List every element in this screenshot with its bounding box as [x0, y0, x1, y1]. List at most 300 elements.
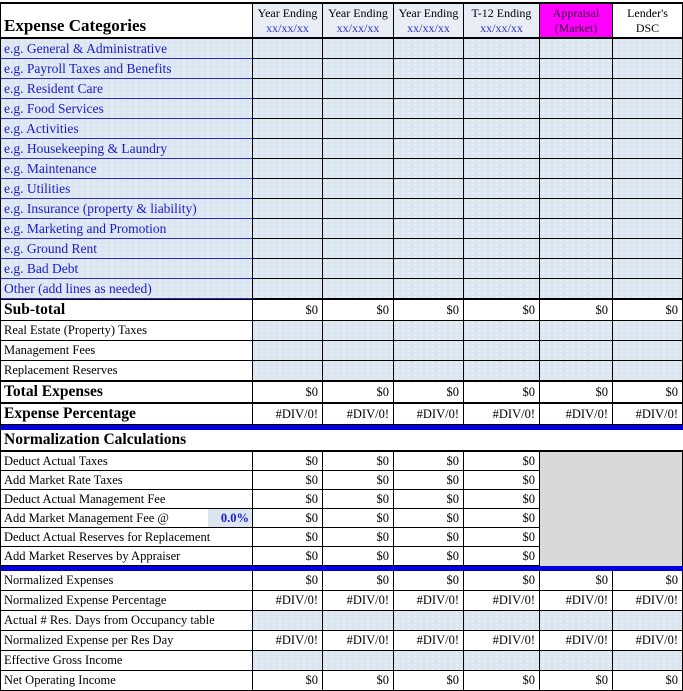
input-cell[interactable]	[613, 119, 683, 139]
input-cell[interactable]	[540, 259, 613, 279]
input-cell[interactable]	[394, 59, 464, 79]
input-cell[interactable]	[253, 341, 323, 361]
col-header-year-ending-2	[323, 4, 394, 39]
input-cell[interactable]	[323, 321, 394, 341]
input-cell[interactable]	[464, 239, 540, 259]
value-cell: #DIV/0!	[253, 403, 323, 425]
input-cell[interactable]	[540, 321, 613, 341]
input-cell[interactable]	[464, 39, 540, 59]
table-row	[1, 341, 683, 361]
value-cell: #DIV/0!	[323, 591, 394, 611]
row-label-text: Normalized Expenses	[4, 573, 114, 587]
input-cell[interactable]	[464, 259, 540, 279]
value-cell: #DIV/0!	[394, 403, 464, 425]
value-cell: #DIV/0!	[464, 403, 540, 425]
row-label-text: Normalized Expense per Res Day	[4, 633, 174, 647]
col-header-line1: T-12 Ending	[471, 5, 532, 20]
row-label-text: e.g. Utilities	[4, 180, 71, 196]
row-label	[1, 299, 253, 321]
grayed-out-block	[540, 490, 683, 509]
value-cell: #DIV/0!	[613, 631, 683, 651]
table-row	[1, 381, 683, 403]
input-cell[interactable]	[613, 341, 683, 361]
value-cell: $0	[613, 381, 683, 403]
value-cell: #DIV/0!	[613, 591, 683, 611]
expense-worksheet	[0, 2, 683, 691]
value-cell: $0	[323, 452, 394, 471]
input-cell[interactable]	[613, 199, 683, 219]
input-cell[interactable]	[464, 279, 540, 299]
input-cell[interactable]	[464, 79, 540, 99]
row-label	[1, 119, 253, 139]
input-cell[interactable]	[323, 199, 394, 219]
col-header-line1: Year Ending	[398, 5, 459, 20]
grayed-out-block	[540, 547, 683, 566]
value-cell: $0	[394, 547, 464, 566]
table-row	[1, 611, 683, 631]
row-label	[1, 490, 253, 509]
input-cell[interactable]	[253, 59, 323, 79]
col-header-t12-ending	[464, 4, 540, 39]
value-cell: #DIV/0!	[253, 631, 323, 651]
value-cell: $0	[464, 571, 540, 591]
table-row	[1, 591, 683, 611]
col-header-year-ending-3	[394, 4, 464, 39]
row-label	[1, 651, 253, 671]
table-row	[1, 279, 683, 299]
table-row	[1, 528, 683, 547]
input-cell[interactable]	[394, 99, 464, 119]
table-row	[1, 139, 683, 159]
value-cell: $0	[323, 528, 394, 547]
value-cell: $0	[394, 490, 464, 509]
value-cell: $0	[394, 509, 464, 528]
input-cell[interactable]	[323, 119, 394, 139]
col-header-line1: Year Ending	[257, 5, 318, 20]
value-cell: $0	[540, 299, 613, 321]
value-cell: $0	[323, 671, 394, 691]
input-cell[interactable]	[540, 219, 613, 239]
table-row	[1, 159, 683, 179]
table-row	[1, 651, 683, 671]
row-label-text: Sub-total	[4, 301, 66, 318]
table-row	[1, 430, 683, 452]
input-cell[interactable]	[394, 321, 464, 341]
input-cell[interactable]	[323, 341, 394, 361]
row-label-text: Replacement Reserves	[4, 363, 118, 377]
input-cell[interactable]	[464, 341, 540, 361]
value-cell: $0	[613, 299, 683, 321]
row-label	[1, 509, 253, 528]
input-cell[interactable]	[394, 79, 464, 99]
col-header-line1: Year Ending	[328, 5, 388, 20]
table-row	[1, 259, 683, 279]
input-cell[interactable]	[540, 199, 613, 219]
input-cell[interactable]	[540, 119, 613, 139]
row-label	[1, 59, 253, 79]
grayed-out-block	[540, 471, 683, 490]
input-cell[interactable]	[323, 39, 394, 59]
input-cell[interactable]	[394, 119, 464, 139]
input-cell[interactable]	[613, 179, 683, 199]
value-cell: $0	[394, 452, 464, 471]
row-label	[1, 528, 253, 547]
input-cell[interactable]	[464, 219, 540, 239]
input-cell[interactable]	[394, 159, 464, 179]
value-cell: $0	[253, 452, 323, 471]
input-cell[interactable]	[464, 611, 540, 631]
value-cell: $0	[464, 671, 540, 691]
input-cell[interactable]	[613, 39, 683, 59]
value-cell: #DIV/0!	[464, 631, 540, 651]
table-row	[1, 321, 683, 341]
row-label-text: Total Expenses	[4, 383, 103, 400]
input-cell[interactable]	[540, 139, 613, 159]
value-cell: $0	[464, 299, 540, 321]
value-cell: $0	[323, 471, 394, 490]
row-label-text: e.g. Payroll Taxes and Benefits	[4, 60, 172, 76]
input-cell[interactable]	[394, 259, 464, 279]
input-cell[interactable]	[613, 99, 683, 119]
row-label	[1, 452, 253, 471]
expense-categories-header	[1, 4, 253, 39]
value-cell: $0	[464, 547, 540, 566]
value-cell: #DIV/0!	[540, 591, 613, 611]
col-header-line2: xx/xx/xx	[407, 20, 450, 35]
value-cell: #DIV/0!	[323, 403, 394, 425]
value-cell: $0	[253, 509, 323, 528]
input-cell[interactable]	[464, 99, 540, 119]
input-cell[interactable]	[394, 611, 464, 631]
row-label-text: Normalization Calculations	[4, 431, 187, 448]
value-cell: $0	[323, 490, 394, 509]
value-cell: $0	[394, 299, 464, 321]
input-cell[interactable]	[613, 239, 683, 259]
expense-categories-label: Expense Categories	[4, 16, 147, 35]
row-label-text: e.g. Insurance (property & liability)	[4, 200, 197, 216]
value-cell: $0	[253, 528, 323, 547]
row-label-text: Expense Percentage	[4, 405, 136, 422]
input-cell[interactable]	[253, 119, 323, 139]
row-label	[1, 179, 253, 199]
input-cell[interactable]	[613, 361, 683, 381]
value-cell: $0	[323, 547, 394, 566]
input-cell[interactable]	[540, 611, 613, 631]
value-cell: $0	[323, 509, 394, 528]
input-cell[interactable]	[540, 179, 613, 199]
input-cell[interactable]	[253, 159, 323, 179]
input-cell[interactable]	[253, 199, 323, 219]
input-cell[interactable]	[464, 179, 540, 199]
table-row	[1, 361, 683, 381]
table-row	[1, 509, 683, 528]
input-cell[interactable]	[394, 279, 464, 299]
input-cell[interactable]	[613, 611, 683, 631]
input-cell[interactable]	[323, 361, 394, 381]
row-label	[1, 631, 253, 651]
row-label	[1, 239, 253, 259]
value-cell: $0	[253, 299, 323, 321]
input-cell[interactable]	[613, 279, 683, 299]
table-body	[1, 39, 683, 691]
table-row	[1, 79, 683, 99]
row-label	[1, 341, 253, 361]
table-row	[1, 39, 683, 59]
row-label-text: e.g. Bad Debt	[4, 260, 79, 276]
col-header-appraisal-market	[540, 4, 613, 39]
row-label-text: Normalized Expense Percentage	[4, 593, 167, 607]
input-cell[interactable]	[253, 179, 323, 199]
input-cell[interactable]	[323, 611, 394, 631]
input-cell[interactable]	[540, 279, 613, 299]
input-cell[interactable]	[253, 99, 323, 119]
row-label-text: Deduct Actual Management Fee	[4, 491, 166, 506]
row-label	[1, 571, 253, 591]
input-cell[interactable]	[323, 139, 394, 159]
value-cell: $0	[323, 299, 394, 321]
row-label-text: e.g. Ground Rent	[4, 240, 97, 256]
row-label	[1, 199, 253, 219]
input-cell[interactable]	[540, 341, 613, 361]
value-cell: $0	[540, 671, 613, 691]
table-row	[1, 547, 683, 566]
value-cell: #DIV/0!	[464, 591, 540, 611]
input-cell[interactable]	[613, 139, 683, 159]
value-cell: $0	[394, 528, 464, 547]
input-cell[interactable]	[394, 39, 464, 59]
table-row	[1, 299, 683, 321]
input-cell[interactable]	[394, 219, 464, 239]
input-cell[interactable]	[323, 79, 394, 99]
col-header-line2: DSC	[635, 20, 660, 35]
table-row	[1, 452, 683, 471]
value-cell: $0	[540, 381, 613, 403]
row-label	[1, 79, 253, 99]
input-cell[interactable]	[394, 179, 464, 199]
input-cell[interactable]	[323, 159, 394, 179]
row-label	[1, 671, 253, 691]
grayed-out-block	[540, 452, 683, 471]
table-row	[1, 403, 683, 425]
table-row	[1, 59, 683, 79]
row-label-text: e.g. General & Administrative	[4, 40, 168, 56]
input-cell[interactable]	[464, 119, 540, 139]
row-label	[1, 219, 253, 239]
value-cell: $0	[464, 490, 540, 509]
row-label-text: Effective Gross Income	[4, 653, 123, 667]
row-label-text: Deduct Actual Reserves for Replacement	[4, 529, 211, 544]
value-cell: $0	[253, 671, 323, 691]
input-cell[interactable]	[323, 99, 394, 119]
input-cell[interactable]	[540, 239, 613, 259]
row-label	[1, 547, 253, 566]
table-row	[1, 490, 683, 509]
input-cell[interactable]	[253, 79, 323, 99]
value-cell: #DIV/0!	[613, 403, 683, 425]
table-row	[1, 99, 683, 119]
input-cell[interactable]	[613, 219, 683, 239]
input-cell[interactable]	[464, 321, 540, 341]
value-cell: #DIV/0!	[394, 591, 464, 611]
col-header-line2: xx/xx/xx	[266, 20, 309, 35]
row-label	[1, 611, 253, 631]
value-cell: #DIV/0!	[540, 403, 613, 425]
value-cell: $0	[464, 381, 540, 403]
row-label-text: Add Market Reserves by Appraiser	[4, 548, 181, 563]
col-header-line2: xx/xx/xx	[480, 20, 523, 35]
row-label	[1, 361, 253, 381]
value-cell: $0	[253, 471, 323, 490]
input-cell[interactable]	[613, 259, 683, 279]
table-row	[1, 571, 683, 591]
input-cell[interactable]	[323, 239, 394, 259]
input-cell[interactable]	[323, 651, 394, 671]
input-cell[interactable]	[540, 361, 613, 381]
input-cell[interactable]	[464, 139, 540, 159]
input-cell[interactable]	[253, 651, 323, 671]
col-header-line1: Appraisal	[552, 5, 600, 20]
value-cell: #DIV/0!	[540, 631, 613, 651]
row-label-text: Other (add lines as needed)	[4, 280, 152, 296]
input-cell[interactable]	[253, 279, 323, 299]
input-cell[interactable]	[253, 239, 323, 259]
value-cell: $0	[394, 471, 464, 490]
grayed-out-block	[540, 509, 683, 528]
row-label-text: e.g. Resident Care	[4, 80, 103, 96]
input-cell[interactable]	[613, 79, 683, 99]
input-cell[interactable]	[394, 139, 464, 159]
row-label	[1, 591, 253, 611]
input-cell[interactable]	[464, 159, 540, 179]
input-cell[interactable]	[394, 651, 464, 671]
input-cell[interactable]	[613, 651, 683, 671]
input-cell[interactable]	[253, 139, 323, 159]
input-cell[interactable]	[464, 361, 540, 381]
row-label-text: e.g. Activities	[4, 120, 79, 136]
value-cell: #DIV/0!	[253, 591, 323, 611]
value-cell: $0	[253, 547, 323, 566]
value-cell: $0	[613, 671, 683, 691]
row-label-text: Deduct Actual Taxes	[4, 453, 108, 468]
col-header-year-ending-1	[253, 4, 323, 39]
input-cell[interactable]	[394, 199, 464, 219]
table-header-row	[1, 4, 683, 39]
value-cell: #DIV/0!	[394, 631, 464, 651]
value-cell: $0	[464, 509, 540, 528]
input-cell[interactable]	[323, 259, 394, 279]
table-row	[1, 239, 683, 259]
col-header-line2: (Market)	[554, 20, 598, 35]
table-row	[1, 671, 683, 691]
value-cell: $0	[394, 381, 464, 403]
col-header-line1: Lender's	[627, 5, 668, 20]
input-cell[interactable]	[323, 219, 394, 239]
table-row	[1, 179, 683, 199]
input-cell[interactable]	[323, 59, 394, 79]
row-label-text: e.g. Housekeeping & Laundry	[4, 140, 168, 156]
col-header-line2: xx/xx/xx	[336, 20, 380, 35]
row-label	[1, 430, 683, 452]
input-cell[interactable]	[613, 59, 683, 79]
row-label	[1, 159, 253, 179]
input-cell[interactable]	[394, 239, 464, 259]
input-cell[interactable]	[323, 279, 394, 299]
row-label-text: e.g. Maintenance	[4, 160, 97, 176]
row-label-text: e.g. Marketing and Promotion	[4, 220, 167, 236]
row-label-text: Management Fees	[4, 343, 96, 357]
row-label-text: Net Operating Income	[4, 673, 116, 687]
input-cell[interactable]	[464, 199, 540, 219]
value-cell: $0	[394, 571, 464, 591]
row-label	[1, 39, 253, 59]
row-label	[1, 381, 253, 403]
input-cell[interactable]	[253, 321, 323, 341]
value-cell: $0	[464, 452, 540, 471]
value-cell: #DIV/0!	[323, 631, 394, 651]
value-cell: $0	[613, 571, 683, 591]
value-cell: $0	[540, 571, 613, 591]
value-cell: $0	[394, 671, 464, 691]
row-label	[1, 279, 253, 299]
row-label-text: Add Market Management Fee @	[4, 510, 169, 525]
management-fee-pct-input[interactable]: 0.0%	[208, 509, 252, 527]
table-row	[1, 199, 683, 219]
input-cell[interactable]	[540, 59, 613, 79]
input-cell[interactable]	[540, 99, 613, 119]
input-cell[interactable]	[540, 651, 613, 671]
row-label	[1, 403, 253, 425]
row-label	[1, 99, 253, 119]
input-cell[interactable]	[613, 321, 683, 341]
row-label	[1, 259, 253, 279]
input-cell[interactable]	[394, 361, 464, 381]
row-label-text: Actual # Res. Days from Occupancy table	[4, 613, 215, 627]
table-row	[1, 631, 683, 651]
row-label-text: e.g. Food Services	[4, 100, 104, 116]
input-cell[interactable]	[394, 341, 464, 361]
input-cell[interactable]	[540, 159, 613, 179]
value-cell: $0	[323, 571, 394, 591]
row-label	[1, 139, 253, 159]
input-cell[interactable]	[253, 259, 323, 279]
input-cell[interactable]	[323, 179, 394, 199]
table-row	[1, 219, 683, 239]
row-label-text: Real Estate (Property) Taxes	[4, 323, 147, 337]
value-cell: $0	[464, 528, 540, 547]
input-cell[interactable]	[613, 159, 683, 179]
value-cell: $0	[253, 571, 323, 591]
value-cell: $0	[253, 381, 323, 403]
value-cell: $0	[253, 490, 323, 509]
table-row	[1, 119, 683, 139]
row-label	[1, 321, 253, 341]
value-cell: $0	[323, 381, 394, 403]
grayed-out-block	[540, 528, 683, 547]
input-cell[interactable]	[253, 361, 323, 381]
input-cell[interactable]	[253, 219, 323, 239]
input-cell[interactable]	[464, 651, 540, 671]
row-label	[1, 471, 253, 490]
input-cell[interactable]	[253, 39, 323, 59]
col-header-lenders-dsc	[613, 4, 683, 39]
row-label-text: Add Market Rate Taxes	[4, 472, 123, 487]
value-cell: $0	[464, 471, 540, 490]
table-row	[1, 471, 683, 490]
input-cell[interactable]	[540, 79, 613, 99]
input-cell[interactable]	[540, 39, 613, 59]
input-cell[interactable]	[253, 611, 323, 631]
input-cell[interactable]	[464, 59, 540, 79]
